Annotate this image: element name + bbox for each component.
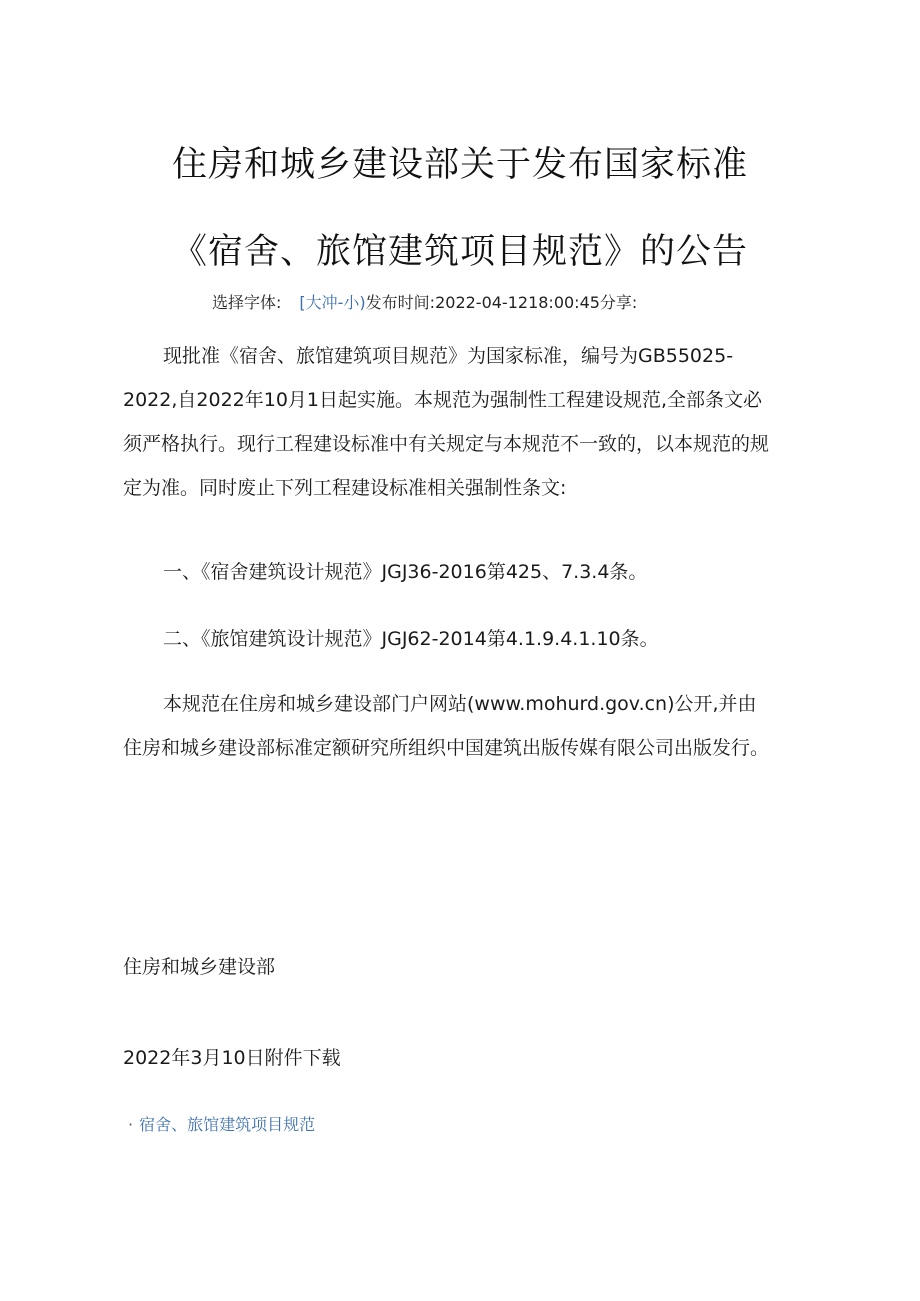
bullet-icon: · [128,1115,134,1134]
page-title-line-2: 《宿舍、旅馆建筑项目规范》的公告 [171,232,748,272]
body-paragraph-2-text: 本规范在住房和城乡建设部门户网站(www.mohurd.gov.cn)公开,并由住房和城乡建设部标准定额研究所组织中国建筑出版传媒有限公司出版发行。 [123,693,770,759]
attachment-item[interactable] [128,1112,315,1135]
signature-organization: 住房和城乡建设部 [123,956,276,978]
font-size-selector[interactable]: [大冲-小) [299,293,366,312]
repealed-item-1: 一、《宿舍建筑设计规范》JGJ36-2016第425、7.3.4条。 [163,561,648,583]
body-paragraph-2 [123,682,773,770]
repealed-item-2: 二、《旅馆建筑设计规范》JGJ62-2014第4.1.9.4.1.10条。 [163,628,659,650]
publish-time: 2022-04-1218:00:45 [435,293,600,312]
font-select-label: 选择字体: [212,293,282,312]
attachment-link[interactable]: 宿舍、旅馆建筑项目规范 [139,1115,316,1134]
publish-time-label: 发布时间: [365,293,436,312]
body-paragraph-1 [123,334,773,510]
page-title-line-1: 住房和城乡建设部关于发布国家标准 [171,145,748,185]
share-link[interactable]: 分享: [599,293,638,312]
signature-date-attachment-heading: 2022年3月10日附件下载 [123,1047,341,1069]
body-paragraph-1-text: 现批准《宿舍、旅馆建筑项目规范》为国家标准，编号为GB55025-2022,自2022年10月1日起实施。本规范为强制性工程建设规范,全部条文必须严格执行。现行工程建设标准中有关规定与本规范不一致的，以本规范的规定为准。同时废止下列工程建设标准相关强制性条文: [123,345,770,499]
article-meta [212,290,637,313]
